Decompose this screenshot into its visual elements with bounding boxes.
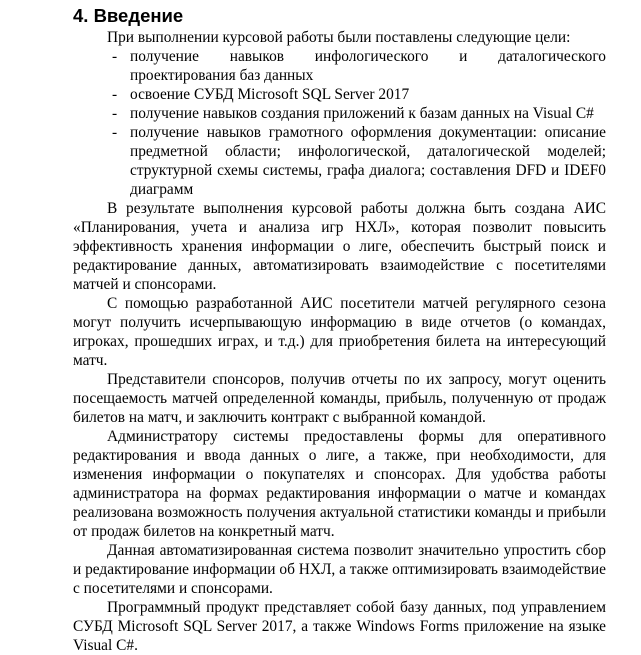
paragraph-admin: Администратору системы предоставлены формы для оперативного редактирования и ввода данных о лиге, а также, при необходимости, для изменения информации о покупателях и спонсорах. Для удобства работы администратора на формах редактирования информации о матче и командах реализована возможность получения актуальной статистики команды и прибыли от продаж билетов на конкретный матч. [73, 428, 606, 540]
paragraph-visitors: С помощью разработанной АИС посетители матчей регулярного сезона могут получить исчерпывающую информацию в виде отчетов (о командах, игроках, прошедших играх, и т.д.) для приобретения билета на интересующий матч. [73, 295, 606, 369]
paragraph-system: Данная автоматизированная система позволит значительно упростить сбор и редактирование информации об НХЛ, а также оптимизировать взаимодействие с посетителями и спонсорами. [73, 542, 606, 597]
goal-text: получение навыков грамотного оформления документации: описание предметной области; инфологической, даталогической моделей; структурной схемы системы, графа диалога; составления DFD и IDEF0 диаграмм [130, 124, 606, 198]
goals-list [73, 47, 606, 199]
paragraph-sponsors: Представители спонсоров, получив отчеты по их запросу, могут оценить посещаемость матчей определенной команды, прибыль, полученную от продаж билетов на матч, и заключить контракт с выбранной командой. [73, 371, 606, 426]
list-item [112, 123, 606, 199]
list-item [112, 47, 606, 85]
intro-text: При выполнении курсовой работы были поставлены следующие цели: [107, 29, 571, 46]
goal-text: получение навыков создания приложений к базам данных на Visual C# [130, 105, 594, 122]
paragraph-product: Программный продукт представляет собой базу данных, под управлением СУБД Microsoft SQL Server 2017, а также Windows Forms приложение на языке Visual C#. [73, 599, 606, 654]
bullet-dash: - [112, 124, 118, 141]
list-item [112, 104, 606, 123]
goal-text: получение навыков инфологического и даталогического проектирования баз данных [130, 48, 606, 84]
bullet-dash: - [112, 86, 118, 103]
bullet-dash: - [112, 105, 118, 122]
document-page [73, 0, 606, 655]
goal-text: освоение СУБД Microsoft SQL Server 2017 [130, 86, 410, 103]
section-heading: 4. Введение [73, 5, 184, 26]
paragraph-result: В результате выполнения курсовой работы должна быть создана АИС «Планирования, учета и анализа игр НХЛ», которая позволит повысить эффективность хранения информации о лиге, обеспечить быстрый поиск и редактирование данных, автоматизировать взаимодействие с посетителями матчей и спонсорами. [73, 200, 606, 293]
bullet-dash: - [112, 48, 118, 65]
list-item [112, 85, 606, 104]
